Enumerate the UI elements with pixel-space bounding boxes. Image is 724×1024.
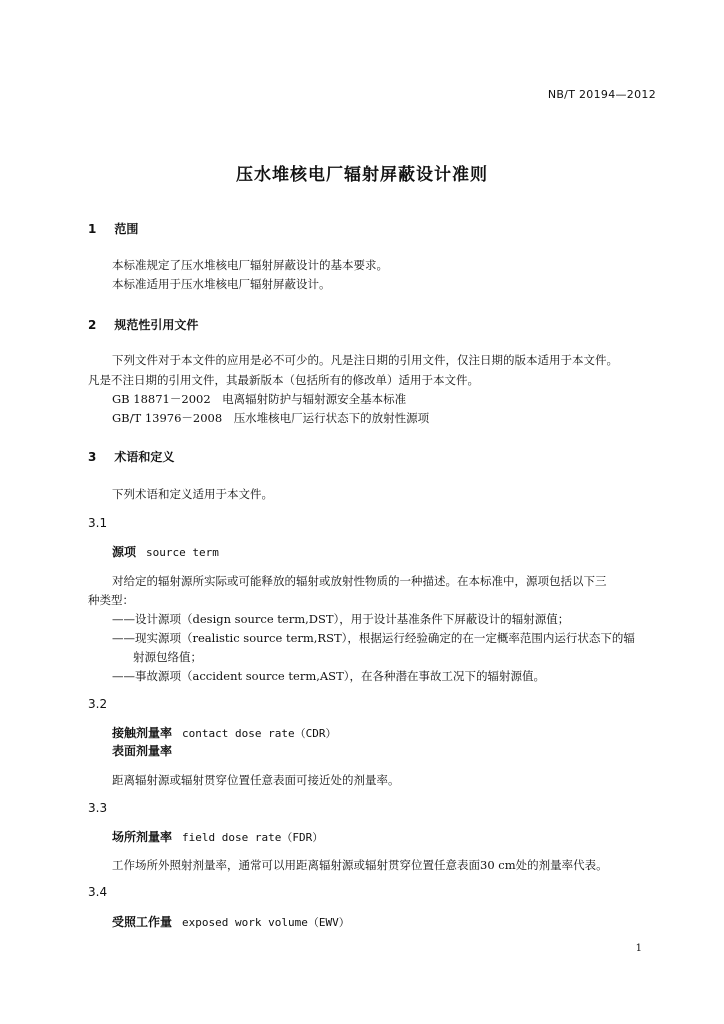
- term-name: 受照工作量: [112, 915, 173, 929]
- clause-number: 3.3: [88, 801, 108, 815]
- paragraph: 本标准规定了压水堆核电厂辐射屏蔽设计的基本要求。: [112, 258, 388, 272]
- term-english: source term: [146, 546, 219, 559]
- term-english: field dose rate（FDR）: [182, 831, 324, 844]
- page-number: 1: [635, 943, 642, 954]
- section-2-heading: [88, 316, 198, 333]
- list-item: 射源包络值；: [133, 650, 202, 664]
- term-english: contact dose rate（CDR）: [182, 727, 337, 740]
- term-english: exposed work volume（EWV）: [182, 916, 350, 929]
- clause-number: 3.1: [88, 516, 108, 530]
- definition: 工作场所外照射剂量率，通常可以用距离辐射源或辐射贯穿位置任意表面30 cm处的剂量率代表。: [112, 858, 608, 872]
- definition: 对给定的辐射源所实际或可能释放的辐射或放射性物质的一种描述。在本标准中，源项包括以下三: [112, 574, 607, 588]
- reference-item: GB 18871－2002 电离辐射防护与辐射源安全基本标准: [112, 392, 407, 406]
- definition: 种类型：: [88, 593, 134, 607]
- term-heading: [112, 724, 336, 741]
- paragraph: 下列术语和定义适用于本文件。: [112, 487, 273, 501]
- list-item: ——现实源项（realistic source term,RST），根据运行经验确定的在一定概率范围内运行状态下的辐: [112, 631, 635, 645]
- term-synonym: 表面剂量率: [112, 744, 173, 758]
- term-name: 场所剂量率: [112, 830, 173, 844]
- section-title: 术语和定义: [114, 450, 175, 464]
- term-heading: [112, 543, 219, 560]
- list-item: ——事故源项（accident source term,AST），在各种潜在事故工况下的辐射源值。: [112, 669, 545, 683]
- term-heading: [112, 913, 350, 930]
- section-title: 规范性引用文件: [114, 318, 199, 332]
- list-item: ——设计源项（design source term,DST），用于设计基准条件下屏蔽设计的辐射源值；: [112, 612, 570, 626]
- standard-number: NB/T 20194—2012: [547, 88, 656, 101]
- clause-number: 3.4: [88, 885, 108, 899]
- document-title: 压水堆核电厂辐射屏蔽设计准则: [236, 165, 488, 185]
- term-name: 源项: [112, 545, 137, 559]
- paragraph: 本标准适用于压水堆核电厂辐射屏蔽设计。: [112, 277, 331, 291]
- section-1-heading: [88, 220, 138, 237]
- term-heading: [112, 828, 323, 845]
- reference-item: GB/T 13976－2008 压水堆核电厂运行状态下的放射性源项: [112, 411, 430, 425]
- section-number: 3: [88, 450, 97, 464]
- term-name: 接触剂量率: [112, 726, 173, 740]
- definition: 距离辐射源或辐射贯穿位置任意表面可接近处的剂量率。: [112, 773, 400, 787]
- paragraph: 下列文件对于本文件的应用是必不可少的。凡是注日期的引用文件，仅注日期的版本适用于本文件。: [112, 353, 618, 367]
- section-number: 1: [88, 222, 97, 236]
- section-3-heading: [88, 448, 174, 465]
- section-number: 2: [88, 318, 97, 332]
- paragraph: 凡是不注日期的引用文件，其最新版本（包括所有的修改单）适用于本文件。: [88, 373, 479, 387]
- clause-number: 3.2: [88, 697, 108, 711]
- section-title: 范围: [114, 222, 139, 236]
